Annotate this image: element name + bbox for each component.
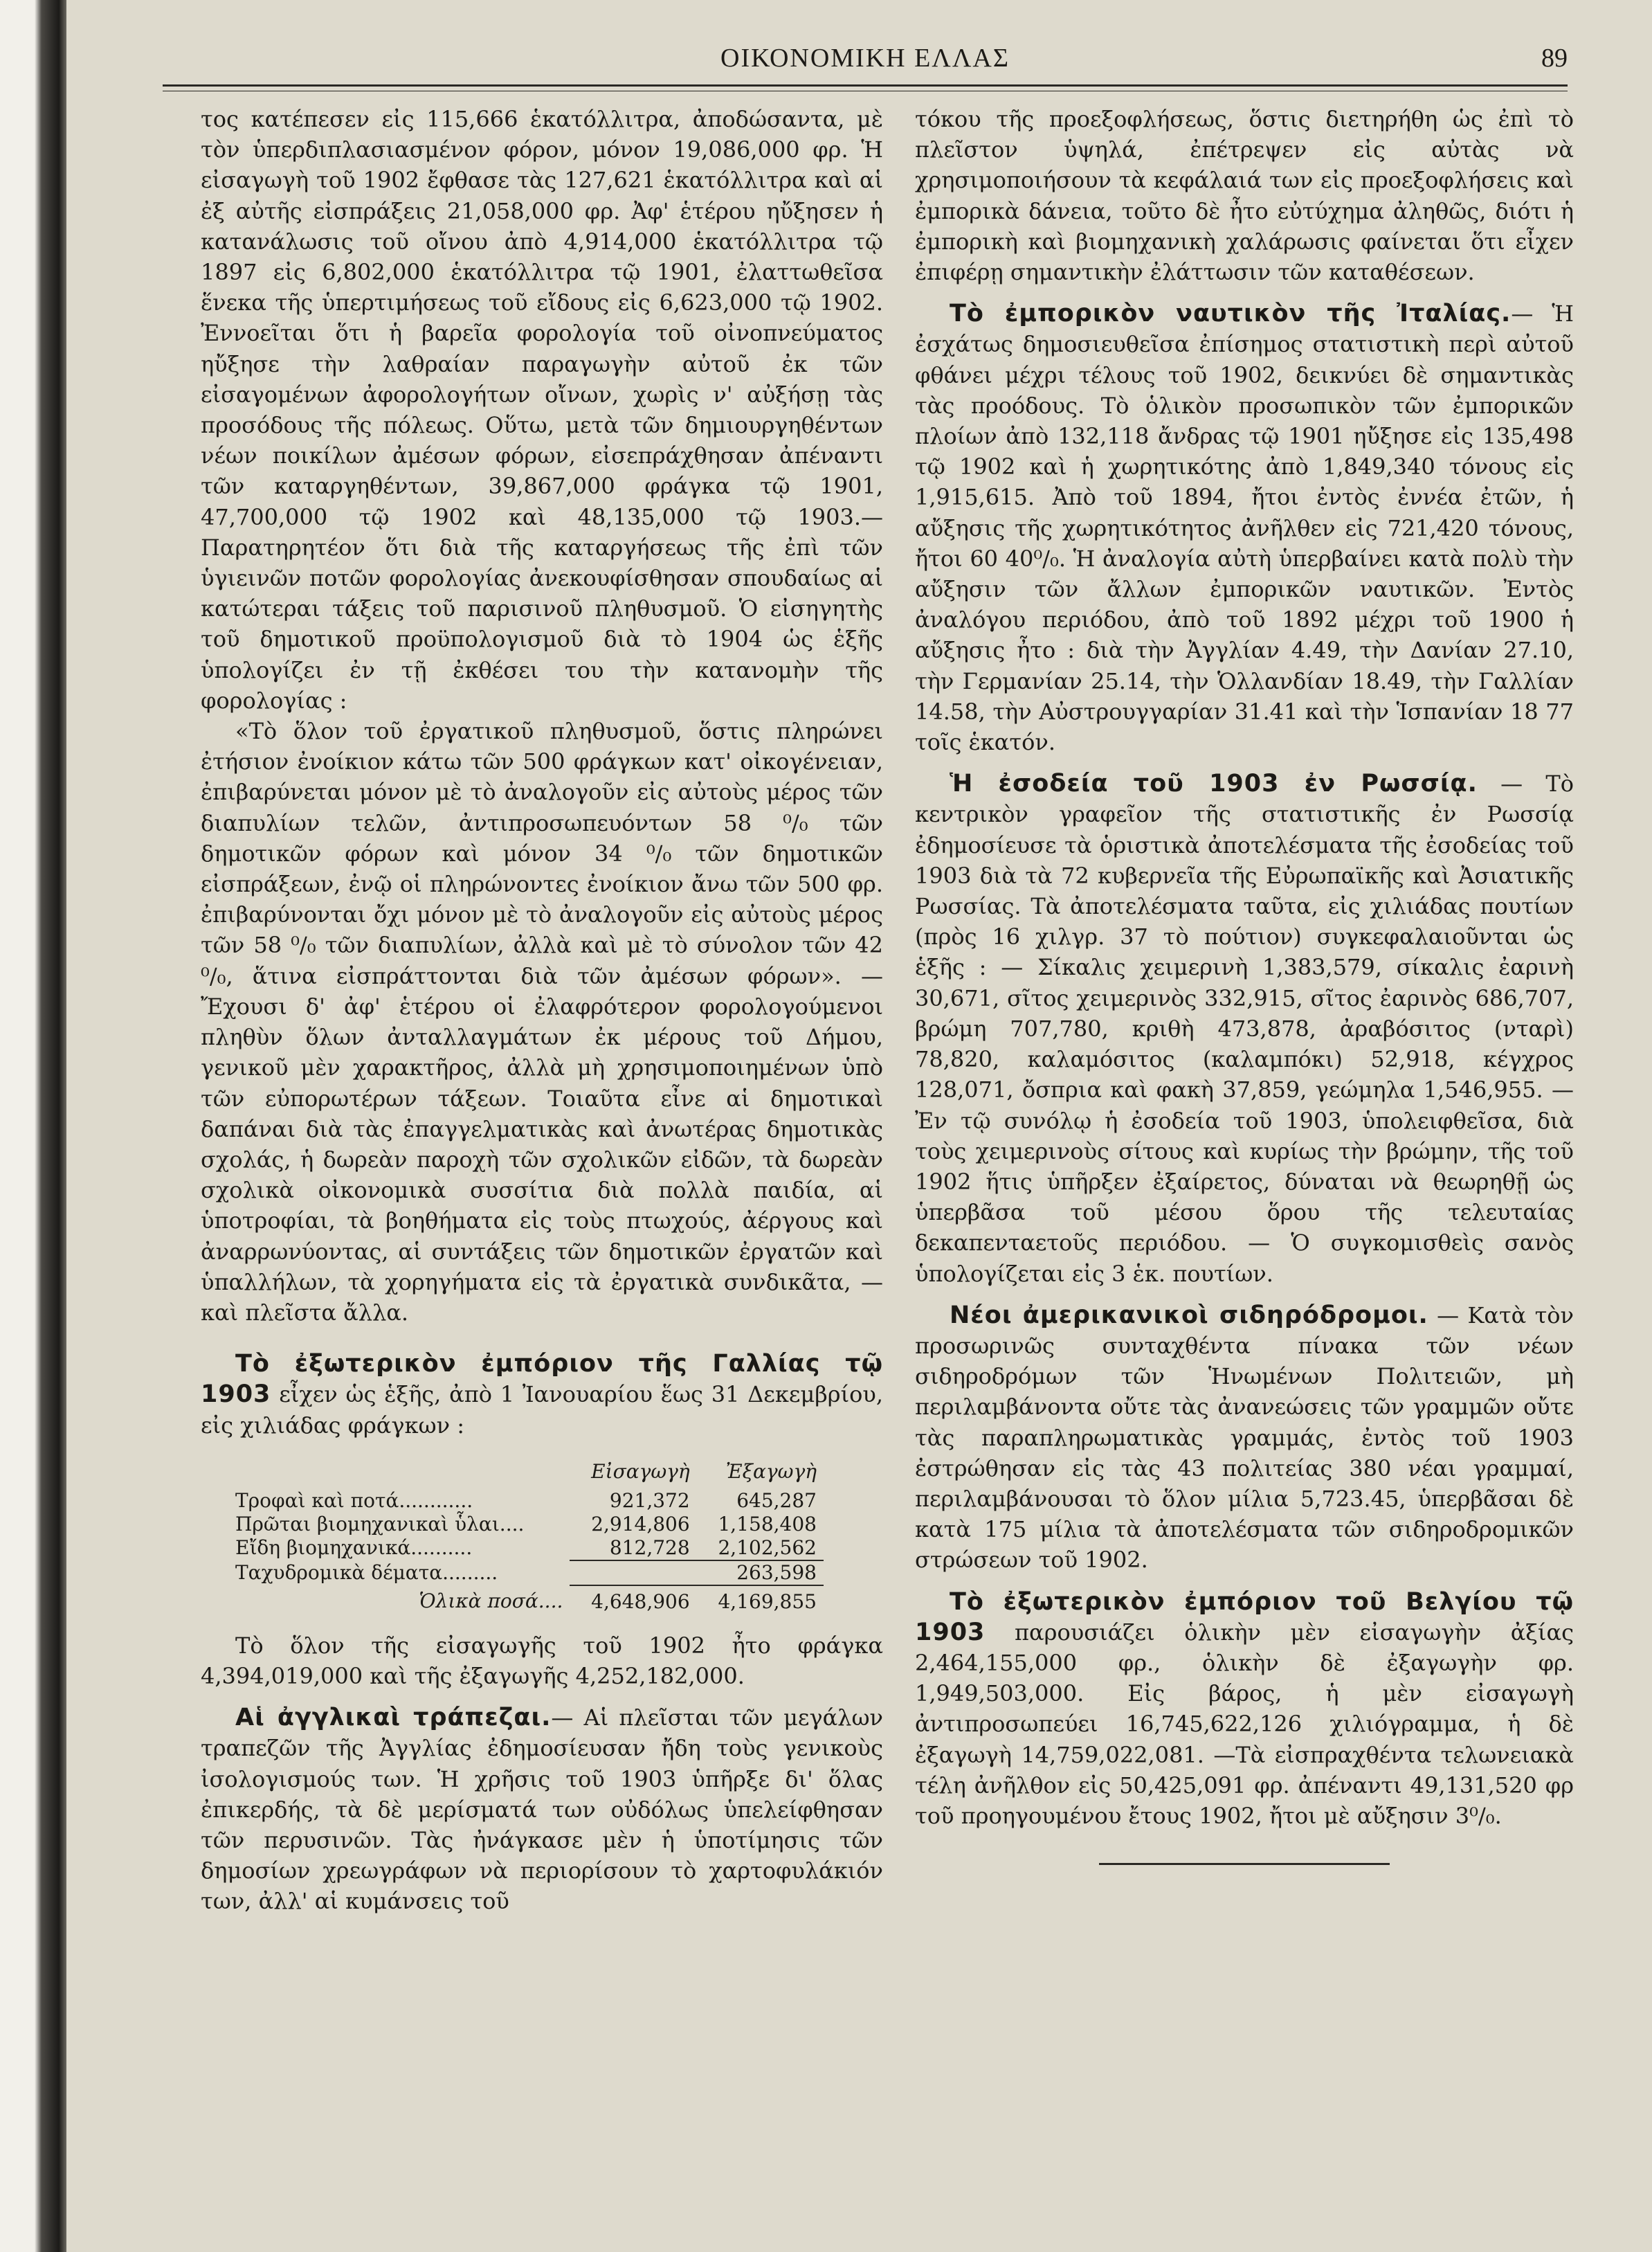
table-row [228,1536,824,1560]
russia-heading: Ἡ ἐσοδεία τοῦ 1903 ἐν Ρωσσίᾳ. [950,770,1478,798]
france-trade-section [201,1349,883,1441]
italy-text: — Ἡ ἐσχάτως δημοσιευθεῖσα ἐπίσημος στατιστικὴ περὶ αὐτοῦ φθάνει μέχρι τέλους τοῦ 1902, δεικνύει δὲ σημαντικὰς τὰς προόδους. Τὸ ὁλικὸν προσωπικὸν τῶν ἐμπορικῶν πλοίων ἀπὸ 132,118 ἄνδρας τῷ 1901 ηὔξησε εἰς 135,498 τῷ 1902 καὶ ἡ χωρητικότης ἀπὸ 1,849,340 τόνους εἰς 1,915,615. Ἀπὸ τοῦ 1894, ἤτοι ἐντὸς ἐννέα ἐτῶν, ἡ αὔξησις τῆς χωρητικότητος ἀνῆλθεν εἰς 721,420 τόνους, ἤτοι 60 40⁰/₀. Ἡ ἀναλογία αὐτὴ ὑπερβαίνει κατὰ πολὺ τὴν αὔξησιν τῶν ἄλλων ἐμπορικῶν ναυτικῶν. Ἐντὸς ἀναλόγου περιόδου, ἀπὸ τοῦ 1892 μέχρι τοῦ 1900 ἡ αὔξησις ἦτο : διὰ τὴν Ἀγγλίαν 4.49, τὴν Δανίαν 27.10, τὴν Γερμανίαν 25.14, τὴν Ὁλλανδίαν 18.49, τὴν Γαλλίαν 14.58, τὴν Αὐστρουγγαρίαν 31.41 καὶ τὴν Ἱσπανίαν 18 77 τοῖς ἑκατόν. [915,300,1574,756]
row-label: Ταχυδρομικὰ δέματα......... [235,1560,498,1584]
page-number: 89 [1541,44,1568,73]
end-rule [1099,1863,1390,1865]
import-value [570,1560,696,1585]
export-value: 263,598 [697,1560,824,1585]
railways-section [915,1300,1574,1576]
railways-text: — Κατὰ τὸν προσωρινῶς συνταχθέντα πίνακα τῶν νέων σιδηροδρόμων τῶν Ἡνωμένων Πολιτειῶν, μὴ περιλαμβάνοντα οὔτε τὰς ἀνανεώσεις τῶν γραμμῶν οὔτε τὰς παραπληρωματικὰς γραμμάς, ἐντὸς τοῦ 1903 ἐστρώθησαν εἰς τὰς 43 πολιτείας 380 νέαι γραμμαί, περιλαμβάνουσαι τὸ ὅλον μίλια 5,723.45, ὑπερβᾶσαι δὲ κατὰ 175 μίλια τὰ ἀποτελέσματα τῶν σιδηροδρομικῶν στρώσεων τοῦ 1902. [915,1301,1574,1574]
banks-continued-paragraph: τόκου τῆς προεξοφλήσεως, ὅστις διετηρήθη ὡς ἐπὶ τὸ πλεῖστον ὑψηλά, ἐπέτρεψεν εἰς αὐτὰς νὰ χρησιμοποιήσουν τὰ κεφάλαιά των εἰς προεξοφλήσεις καὶ ἐμπορικὰ δάνεια, τοῦτο δὲ ἦτο εὐτύχημα ἀληθῶς, διότι ἡ ἐμπορικὴ καὶ βιομηχανικὴ χαλάρωσις φαίνεται ὅτι εἶχεν ἐπιφέρῃ σημαντικὴν ἐλάττωσιν τῶν καταθέσεων. [915,106,1574,286]
france-trade-heading: Τὸ ἐξωτερικὸν ἐμπόριον τῆς Γαλλίας τῷ 1903 [201,1350,883,1409]
table-row [228,1560,824,1585]
russia-text: — Τὸ κεντρικὸν γραφεῖον τῆς στατιστικῆς ἐν Ρωσσίᾳ ἐδημοσίευσε τὰ ὁριστικὰ ἀποτελέσματα τῆς ἐσοδείας τοῦ 1903 διὰ τὰ 72 κυβερνεῖα τῆς Εὐρωπαϊκῆς καὶ Ἀσιατικῆς Ρωσσίας. Τὰ ἀποτελέσματα ταῦτα, εἰς χιλιάδας πουτίων (πρὸς 16 χιλγρ. 37 τὸ πούτιον) συγκεφαλαιοῦνται ὡς ἑξῆς : — Σίκαλις χειμερινὴ 1,383,579, σίκαλις ἐαρινὴ 30,671, σῖτος χειμερινὸς 332,915, σῖτος ἐαρινὸς 686,707, βρώμη 707,780, κριθὴ 473,878, ἀραβόσιτος (νταρὶ) 78,820, καλαμόσιτος (καλαμπόκι) 52,918, κέγχρος 128,071, ὄσπρια καὶ φακὴ 37,859, γεώμηλα 1,546,955. — Ἐν τῷ συνόλῳ ἡ ἐσοδεία τοῦ 1903, ὑπολειφθεῖσα, διὰ τοὺς χειμερινοὺς σίτους καὶ κυρίως τὴν βρώμην, τῆς τοῦ 1902 ἥτις ὑπῆρξεν ἐξαίρετος, δύναται νὰ θεωρηθῇ ὡς ὑπερβᾶσα τοῦ μέσου ὅρου τῆς τελευταίας δεκαπενταετοῦς περιόδου. — Ὁ συγκομισθεὶς σανὸς ὑπολογίζεται εἰς 3 ἑκ. πουτίων. [915,771,1574,1287]
export-value: 1,158,408 [718,1512,817,1535]
right-column [915,104,1574,1865]
report-quotation-paragraph: «Τὸ ὅλον τοῦ ἐργατικοῦ πληθυσμοῦ, ὅστις πληρώνει ἐτήσιον ἐνοίκιον κάτω τῶν 500 φράγκων κατ' οἰκογένειαν, ἐπιβαρύνεται μόνον μὲ τὸ ἀναλογοῦν εἰς αὐτοὺς μέρος τῶν διαπυλίων τελῶν, ἀντιπροσωπευόντων 58 ⁰/₀ τῶν δημοτικῶν φόρων καὶ μόνον 34 ⁰/₀ τῶν δημοτικῶν εἰσπράξεων, ἐνῷ οἱ πληρώνοντες ἐνοίκιον ἄνω τῶν 500 φρ. ἐπιβαρύνονται ὄχι μόνον μὲ τὸ ἀναλογοῦν εἰς αὐτοὺς μέρος τῶν 58 ⁰/₀ τῶν διαπυλίων, ἀλλὰ καὶ μὲ τὸ σύνολον τῶν 42 ⁰/₀, ἅτινα εἰσπράττονται διὰ τῶν ἀμέσων φόρων». — Ἔχουσι δ' ἀφ' ἑτέρου οἱ ἐλαφρότερον φορολογούμενοι πληθὺν ὅλων ἀνταλλαγμάτων ἐκ μέρους τοῦ Δήμου, γενικοῦ μὲν χαρακτῆρος, ἀλλὰ μὴ χρησιμοποιημένων ὑπὸ τῶν εὐπορωτέρων τάξεων. Τοιαῦτα εἶνε αἱ δημοτικαὶ δαπάναι διὰ τὰς ἐπαγγελματικὰς καὶ ἀνωτέρας δημοτικὰς σχολάς, ἡ δωρεὰν παροχὴ τῶν σχολικῶν εἰδῶν, τὰ δωρεὰν σχολικὰ οἰκονομικὰ συσσίτια διὰ πολλὰ παιδία, αἱ ὑποτροφίαι, τὰ βοηθήματα εἰς τοὺς πτωχούς, ἀέργους καὶ ἀναρρωνύοντας, αἱ συντάξεις τῶν δημοτικῶν ἐργατῶν καὶ ὑπαλλήλων, τὰ χορηγήματα εἰς τὰ ἐργατικὰ συνδικᾶτα, —καὶ πλεῖστα ἄλλα. [201,718,883,1326]
row-label: Εἴδη βιομηχανικά.......... [235,1536,473,1560]
belgium-text: παρουσιάζει ὁλικὴν μὲν εἰσαγωγὴν ἀξίας 2,464,155,000 φρ., ὁλικὴν δὲ ἐξαγωγὴν φρ. 1,949,503,000. Εἰς βάρος, ἡ μὲν εἰσαγωγὴ ἀντιπροσωπεύει 16,745,622,126 χιλιόγραμμα, ἡ δὲ ἐξαγωγὴ 14,759,022,081. —Τὰ εἰσπραχθέντα τελωνειακὰ τέλη ἀνῆλθον εἰς 50,425,091 φρ. ἀπέναντι 49,131,520 φρ τοῦ προηγουμένου ἔτους 1902, ἤτοι μὲ αὔξησιν 3⁰/₀. [915,1619,1574,1829]
left-column [201,104,883,1917]
book-binding-shadow [0,0,66,2252]
belgium-section [915,1587,1574,1832]
import-value: 921,372 [609,1488,690,1512]
table-total-row [228,1585,824,1614]
table-row [228,1489,824,1513]
running-title: ΟΙΚΟΝΟΜΙΚΗ ΕΛΛΑΣ [720,44,1010,73]
italy-section [915,298,1574,757]
english-banks-text: — Αἱ πλεῖσται τῶν μεγάλων τραπεζῶν τῆς Ἀγγλίας ἐδημοσίευσαν ἤδη τοὺς γενικοὺς ἰσολογισμούς των. Ἡ χρῆσις τοῦ 1903 ὑπῆρξε δι' ὅλας ἐπικερδής, τὰ δὲ μερίσματά των οὐδόλως ὑπελείφθησαν τῶν περυσινῶν. Τὰς ἠνάγκασε μὲν ἡ ὑποτίμησις τῶν δημοσίων χρεωγράφων νὰ περιορίσουν τὸ χαρτοφυλάκιόν των, ἀλλ' αἱ κυμάνσεις τοῦ [201,1704,883,1915]
export-value: 2,102,562 [697,1536,824,1560]
header-rule-thick [163,84,1568,87]
export-value: 645,287 [736,1488,817,1512]
railways-heading: Νέοι ἀμερικανικοὶ σιδηρόδρομοι. [950,1301,1428,1329]
russia-section [915,768,1574,1288]
france-1902-totals: Τὸ ὅλον τῆς εἰσαγωγῆς τοῦ 1902 ἦτο φράγκα 4,394,019,000 καὶ τῆς ἐξαγωγῆς 4,252,182,000. [201,1632,883,1689]
total-import: 4,648,906 [591,1589,690,1613]
english-banks-heading: Αἱ ἀγγλικαὶ τράπεζαι. [235,1704,552,1732]
belgium-heading: Τὸ ἐξωτερικὸν ἐμπόριον τοῦ Βελγίου τῷ 1903 [915,1587,1574,1646]
table-row [228,1513,824,1536]
italy-heading: Τὸ ἐμπορικὸν ναυτικὸν τῆς Ἰταλίας. [950,300,1512,328]
import-value: 812,728 [570,1536,696,1560]
row-label: Πρῶται βιομηχανικαὶ ὗλαι.... [235,1512,525,1535]
france-trade-table [228,1460,824,1614]
import-column-header: Εἰσαγωγὴ [591,1459,690,1483]
paris-taxation-paragraph: τος κατέπεσεν εἰς 115,666 ἑκατόλλιτρα, ἀποδώσαντα, μὲ τὸν ὑπερδιπλασιασμένον φόρον, μόνον 19,086,000 φρ. Ἡ εἰσαγωγὴ τοῦ 1902 ἔφθασε τὰς 127,621 ἑκατόλλιτρα καὶ αἱ ἐξ αὐτῆς εἰσπράξεις 21,058,000 φρ. Ἀφ' ἑτέρου ηὔξησεν ἡ κατανάλωσις τοῦ οἴνου ἀπὸ 4,914,000 ἑκατόλλιτρα τῷ 1897 εἰς 6,802,000 ἑκατόλλιτρα τῷ 1901, ἐλαττωθεῖσα ἕνεκα τῆς ὑπερτιμήσεως τοῦ εἴδους εἰς 6,623,000 τῷ 1902. Ἐννοεῖται ὅτι ἡ βαρεῖα φορολογία τοῦ οἰνοπνεύματος ηὔξησε τὴν λαθραίαν παραγωγὴν αὐτοῦ ἐκ τῶν εἰσαγομένων ἀφορολογήτων οἴνων, χωρὶς ν' αὐξήσῃ τὰς προσόδους τῆς πόλεως. Οὕτω, μετὰ τῶν δημιουργηθέντων νέων ποικίλων ἀμέσων φόρων, εἰσεπράχθησαν ἀπέναντι τῶν καταργηθέντων, 39,867,000 φράγκα τῷ 1901, 47,700,000 τῷ 1902 καὶ 48,135,000 τῷ 1903.— Παρατηρητέον ὅτι διὰ τῆς καταργήσεως τῆς ἐπὶ τῶν ὑγιεινῶν ποτῶν φορολογίας ἀνεκουφίσθησαν σπουδαίως αἱ κατώτεραι τάξεις τοῦ παρισινοῦ πληθυσμοῦ. Ὁ εἰσηγητὴς τοῦ δημοτικοῦ προϋπολογισμοῦ διὰ τὸ 1904 ὡς ἑξῆς ὑπολογίζει ἐν τῇ ἐκθέσει του τὴν κατανομὴν τῆς φορολογίας : [201,106,883,714]
english-banks-section [201,1702,883,1916]
total-export: 4,169,855 [718,1589,817,1613]
running-header [163,43,1568,84]
import-value: 2,914,806 [591,1512,690,1535]
table-header-row [228,1460,824,1489]
row-label: Τροφαὶ καὶ ποτά............ [235,1488,473,1512]
export-column-header: Ἐξαγωγὴ [725,1459,817,1483]
total-label: Ὁλικὰ ποσά.... [419,1589,563,1613]
france-trade-intro: εἶχεν ὡς ἑξῆς, ἀπὸ 1 Ἰανουαρίου ἕως 31 Δεκεμβρίου, εἰς χιλιάδας φράγκων : [201,1381,884,1439]
